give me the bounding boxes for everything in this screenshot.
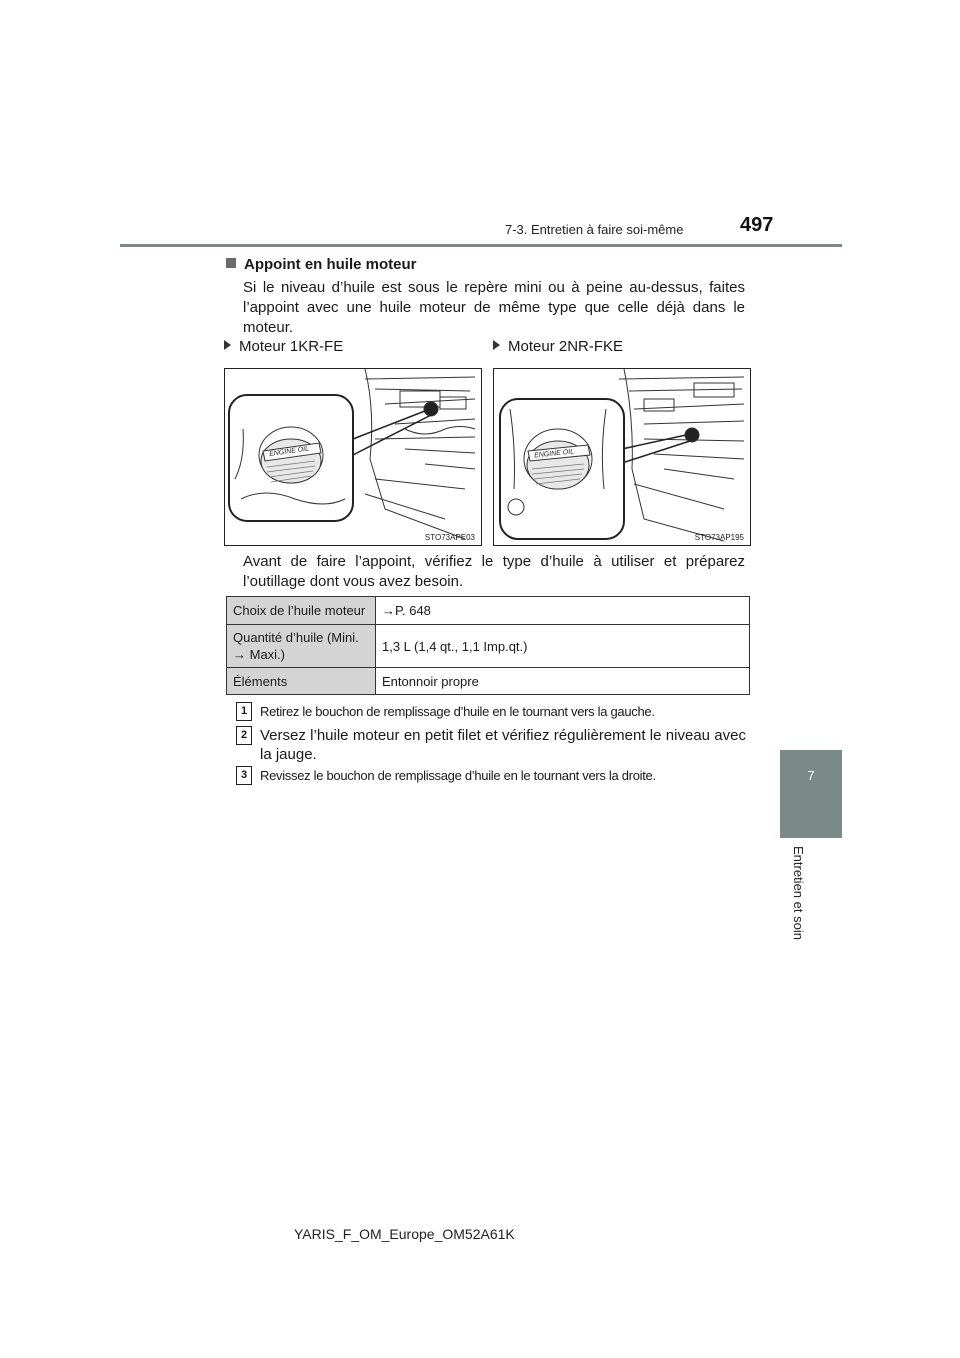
oil-info-table <box>226 596 750 695</box>
section-title <box>226 256 417 273</box>
engine-illustration-1kr <box>224 368 482 546</box>
preparation-paragraph: Avant de faire l’appoint, vérifiez le type d’huile à utiliser et préparez l’outillage dont vous avez besoin. <box>243 553 745 590</box>
step-text: Revissez le bouchon de remplissage d’huile en le tournant vers la droite. <box>260 768 656 783</box>
step-number-badge: 2 <box>236 726 252 745</box>
engine-illustration-2nr <box>493 368 751 546</box>
triangle-bullet-icon <box>224 340 231 350</box>
engine-drawing <box>225 369 481 545</box>
engine-drawing <box>494 369 750 545</box>
figure-label-1kr <box>224 338 343 355</box>
header-section-title: 7-3. Entretien à faire soi-même <box>505 222 684 237</box>
chapter-number: 7 <box>807 768 815 783</box>
chapter-tab <box>780 750 842 838</box>
section-title-text: Appoint en huile moteur <box>244 256 417 273</box>
step-text: Versez l’huile moteur en petit filet et vérifiez régulièrement le niveau avec la jauge. <box>260 727 746 763</box>
table-row <box>227 668 750 695</box>
cap-label: ENGINE OIL <box>268 445 310 459</box>
document-id: YARIS_F_OM_Europe_OM52A61K <box>294 1226 515 1242</box>
figure-code: STO73APE03 <box>424 533 475 542</box>
table-value-cell: Entonnoir propre <box>376 668 750 695</box>
step-number-badge: 1 <box>236 702 252 721</box>
figure-label-text: Moteur 2NR-FKE <box>508 338 624 355</box>
square-bullet-icon <box>226 258 236 268</box>
triangle-bullet-icon <box>493 340 500 350</box>
step-number-badge: 3 <box>236 766 252 785</box>
table-header-cell: Choix de l’huile moteur <box>227 597 376 625</box>
page-number: 497 <box>740 214 774 236</box>
header-divider <box>120 244 842 247</box>
intro-paragraph: Si le niveau d’huile est sous le repère mini ou à peine au-dessus, faites l’appoint avec une huile moteur de même type que celle déjà dans le moteur. <box>243 279 745 336</box>
figure-label-2nr <box>493 338 623 355</box>
table-value-cell: 1,3 L (1,4 qt., 1,1 Imp.qt.) <box>376 625 750 668</box>
table-header-cell: Éléments <box>227 668 376 695</box>
table-header-cell: Quantité d’huile (Mini. → Maxi.) <box>227 625 376 668</box>
table-row <box>227 597 750 625</box>
cap-label: ENGINE OIL <box>533 448 575 460</box>
figure-code: STO73AP195 <box>694 533 744 542</box>
table-value-cell: →P. 648 <box>376 597 750 625</box>
figure-label-text: Moteur 1KR-FE <box>239 338 344 355</box>
chapter-label: Entretien et soin <box>791 846 806 940</box>
table-row <box>227 625 750 668</box>
step-text: Retirez le bouchon de remplissage d’huile en le tournant vers la gauche. <box>260 704 655 719</box>
